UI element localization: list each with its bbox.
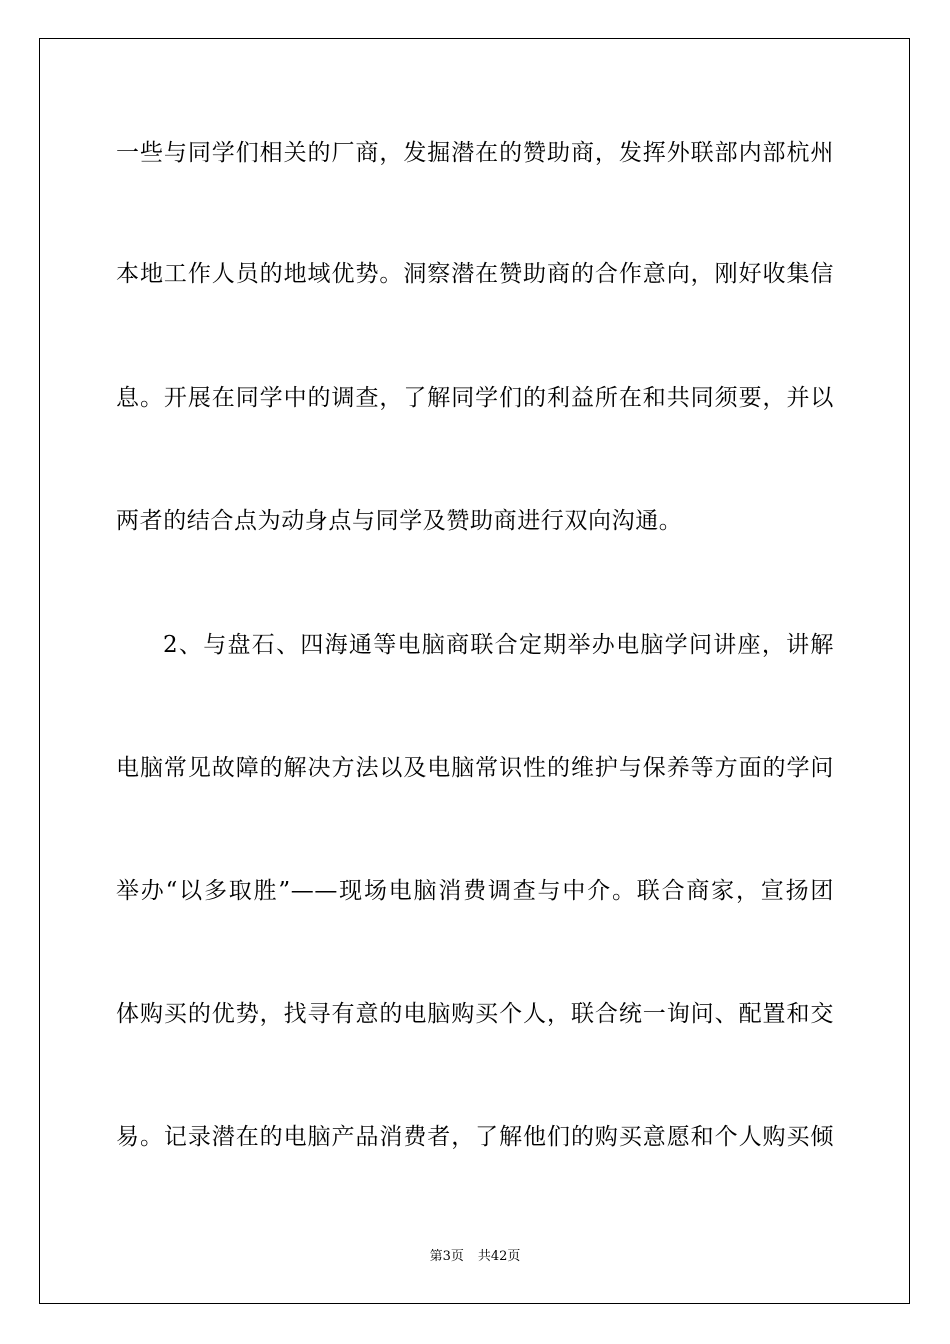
body-line-6: 电脑常见故障的解决方法以及电脑常识性的维护与保养等方面的学问 bbox=[116, 755, 834, 781]
body-line-2: 本地工作人员的地域优势。洞察潜在赞助商的合作意向，刚好收集信 bbox=[116, 261, 834, 287]
page-total: 共42页 bbox=[477, 1249, 521, 1264]
page-border bbox=[39, 38, 910, 1304]
page-number: 第3页 bbox=[429, 1249, 464, 1264]
body-line-9: 易。记录潜在的电脑产品消费者，了解他们的购买意愿和个人购买倾 bbox=[116, 1124, 834, 1150]
body-line-5: 2、与盘石、四海通等电脑商联合定期举办电脑学问讲座，讲解 bbox=[163, 632, 834, 658]
body-line-1: 一些与同学们相关的厂商，发掘潜在的赞助商，发挥外联部内部杭州 bbox=[116, 140, 834, 166]
body-line-3: 息。开展在同学中的调查，了解同学们的利益所在和共同须要，并以 bbox=[116, 385, 834, 411]
body-line-7: 举办“以多取胜”——现场电脑消费调查与中介。联合商家，宣扬团 bbox=[116, 878, 834, 904]
body-line-4: 两者的结合点为动身点与同学及赞助商进行双向沟通。 bbox=[116, 508, 683, 534]
page-footer bbox=[0, 1248, 950, 1266]
body-line-8: 体购买的优势，找寻有意的电脑购买个人，联合统一询问、配置和交 bbox=[116, 1001, 834, 1027]
